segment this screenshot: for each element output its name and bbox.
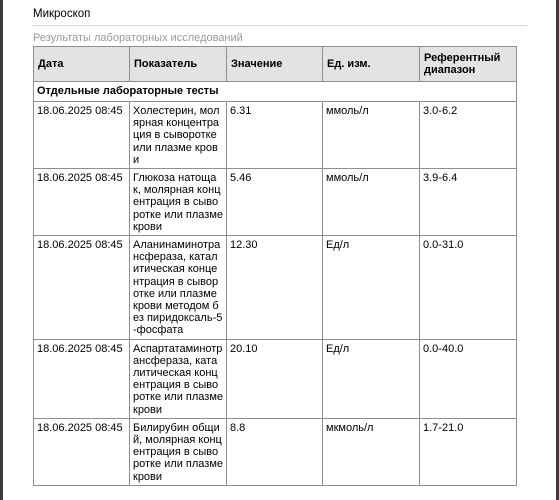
column-header-date: Дата (34, 47, 130, 82)
cell-reference-range: 0.0-40.0 (420, 339, 517, 418)
column-header-reference-range: Референтный диапазон (420, 47, 517, 82)
cell-value: 5.46 (227, 169, 323, 236)
cell-parameter: Аспартатаминотрансфераза, каталитическая концентрация в сыворотке или плазме крови (130, 339, 227, 418)
column-header-unit: Ед. изм. (323, 47, 420, 82)
column-header-value: Значение (227, 47, 323, 82)
column-header-parameter: Показатель (130, 47, 227, 82)
cell-reference-range: 0.0-31.0 (420, 236, 517, 340)
cell-value: 6.31 (227, 102, 323, 169)
table-row (34, 169, 517, 236)
cell-value: 12.30 (227, 236, 323, 340)
cell-parameter: Аланинаминотрансфераза, каталитическая концентрация в сыворотке или плазме крови методом без пиридоксаль-5-фосфата (130, 236, 227, 340)
cell-date: 18.06.2025 08:45 (34, 169, 130, 236)
cell-unit: ммоль/л (323, 169, 420, 236)
table-row (34, 102, 517, 169)
group-label: Отдельные лабораторные тесты (34, 82, 517, 102)
cell-value: 20.10 (227, 339, 323, 418)
cell-value: 8.8 (227, 418, 323, 485)
document-page (33, 0, 527, 483)
cell-unit: Ед/л (323, 339, 420, 418)
table-row (34, 236, 517, 340)
cell-unit: ммоль/л (323, 102, 420, 169)
lab-results-table (33, 46, 517, 486)
cell-date: 18.06.2025 08:45 (34, 339, 130, 418)
cell-date: 18.06.2025 08:45 (34, 236, 130, 340)
cell-parameter: Холестерин, молярная концентрация в сыворотке или плазме крови (130, 102, 227, 169)
cell-date: 18.06.2025 08:45 (34, 418, 130, 485)
cell-unit: Ед/л (323, 236, 420, 340)
cell-date: 18.06.2025 08:45 (34, 102, 130, 169)
table-row (34, 339, 517, 418)
cell-reference-range: 3.0-6.2 (420, 102, 517, 169)
window-left-edge (0, 0, 3, 500)
cell-parameter: Глюкоза натощак, молярная концентрация в сыворотке или плазме крови (130, 169, 227, 236)
section-title: Результаты лабораторных исследований (33, 32, 243, 44)
cell-unit: мкмоль/л (323, 418, 420, 485)
table-header-row (34, 47, 517, 82)
cell-reference-range: 3.9-6.4 (420, 169, 517, 236)
document-header-title: Микроскоп (33, 7, 527, 26)
cell-reference-range: 1.7-21.0 (420, 418, 517, 485)
table-row (34, 418, 517, 485)
cell-parameter: Билирубин общий, молярная концентрация в сыворотке или плазме крови (130, 418, 227, 485)
table-group-row (34, 82, 517, 102)
